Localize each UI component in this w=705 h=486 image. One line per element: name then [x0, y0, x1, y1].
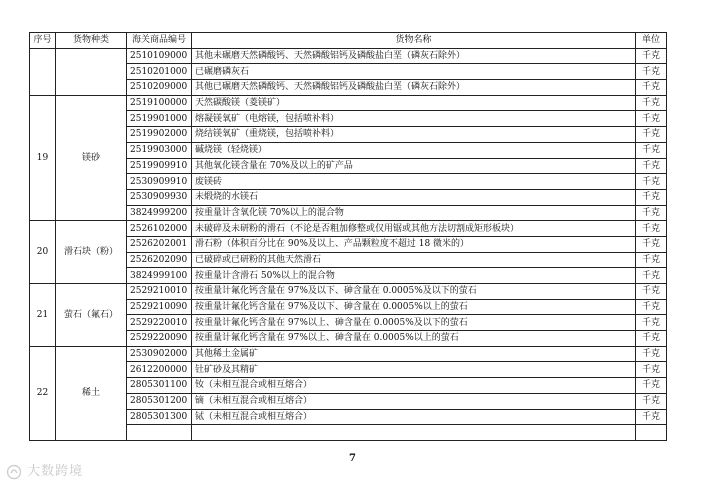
unit-cell: 千克 [636, 95, 667, 111]
seq-cell: 19 [30, 95, 56, 221]
empty-cell [192, 425, 636, 441]
goods-name-cell: 已碾磨磷灰石 [192, 64, 636, 80]
category-cell: 萤石（氟石） [56, 284, 127, 347]
unit-cell: 千克 [636, 362, 667, 378]
category-cell: 滑石块（粉） [56, 221, 127, 284]
unit-cell: 千克 [636, 268, 667, 284]
category-cell: 稀土 [56, 346, 127, 440]
unit-cell: 千克 [636, 393, 667, 409]
unit-cell: 千克 [636, 80, 667, 96]
hs-code-cell: 2519903000 [127, 142, 192, 158]
unit-cell: 千克 [636, 409, 667, 425]
hs-code-cell: 2510209000 [127, 80, 192, 96]
hs-code-cell: 2612200000 [127, 362, 192, 378]
unit-cell: 千克 [636, 205, 667, 221]
goods-name-cell: 废镁砖 [192, 174, 636, 190]
goods-name-cell: 其他稀土金属矿 [192, 346, 636, 362]
hs-code-cell: 2510201000 [127, 64, 192, 80]
empty-cell [636, 425, 667, 441]
unit-cell: 千克 [636, 142, 667, 158]
goods-name-cell: 碱烧镁（轻烧镁） [192, 142, 636, 158]
unit-cell: 千克 [636, 189, 667, 205]
unit-cell: 千克 [636, 331, 667, 347]
empty-cell [127, 425, 192, 441]
seq-cell [30, 48, 56, 95]
hs-code-cell: 2526202001 [127, 236, 192, 252]
hs-code-cell: 2529210090 [127, 299, 192, 315]
unit-cell: 千克 [636, 315, 667, 331]
header-unit: 单位 [636, 33, 667, 49]
seq-cell: 22 [30, 346, 56, 440]
watermark [6, 460, 83, 480]
unit-cell: 千克 [636, 174, 667, 190]
hs-code-cell: 2510109000 [127, 48, 192, 64]
goods-name-cell: 熔凝镁氧矿（电熔镁，包括喷补料） [192, 111, 636, 127]
unit-cell: 千克 [636, 111, 667, 127]
goods-name-cell: 铽（未相互混合或相互熔合） [192, 409, 636, 425]
hs-code-cell: 2519902000 [127, 127, 192, 143]
hs-code-cell: 2805301100 [127, 378, 192, 394]
seq-cell: 20 [30, 221, 56, 284]
goods-name-cell: 按重量计氟化钙含量在 97%及以下、砷含量在 0.0005%及以下的萤石 [192, 284, 636, 300]
hs-code-cell: 2530909910 [127, 174, 192, 190]
unit-cell: 千克 [636, 127, 667, 143]
hs-code-cell: 2805301200 [127, 393, 192, 409]
unit-cell: 千克 [636, 64, 667, 80]
unit-cell: 千克 [636, 284, 667, 300]
goods-name-cell: 按重量计氟化钙含量在 97%及以下、砷含量在 0.0005%以上的萤石 [192, 299, 636, 315]
goods-name-cell: 已破碎或已研粉的其他天然滑石 [192, 252, 636, 268]
table-row [30, 284, 667, 300]
hs-code-cell: 3824999200 [127, 205, 192, 221]
unit-cell: 千克 [636, 346, 667, 362]
goods-name-cell: 滑石粉（体积百分比在 90%及以上、产品颗粒度不超过 18 微米的） [192, 236, 636, 252]
unit-cell: 千克 [636, 252, 667, 268]
watermark-logo-icon [6, 464, 22, 480]
hs-code-cell: 2805301300 [127, 409, 192, 425]
goods-name-cell: 钕（未相互混合或相互熔合） [192, 378, 636, 394]
unit-cell: 千克 [636, 221, 667, 237]
goods-name-cell: 钍矿砂及其精矿 [192, 362, 636, 378]
category-cell: 镁砂 [56, 95, 127, 221]
table-body [30, 48, 667, 440]
hs-code-cell: 2519901000 [127, 111, 192, 127]
goods-name-cell: 按重量计含氧化镁 70%以上的混合物 [192, 205, 636, 221]
goods-name-cell: 按重量计氟化钙含量在 97%以上、砷含量在 0.0005%及以下的萤石 [192, 315, 636, 331]
hs-code-cell: 2530909930 [127, 189, 192, 205]
goods-name-cell: 未破碎及未研粉的滑石（不论是否粗加修整或仅用锯或其他方法切割成矩形板块） [192, 221, 636, 237]
goods-table [29, 32, 667, 441]
goods-name-cell: 其他已碾磨天然磷酸钙、天然磷酸铝钙及磷酸盐白垩（磷灰石除外） [192, 80, 636, 96]
goods-name-cell: 天然碳酸镁（菱镁矿） [192, 95, 636, 111]
unit-cell: 千克 [636, 236, 667, 252]
table-row [30, 48, 667, 64]
header-seq: 序号 [30, 33, 56, 49]
goods-name-cell: 烧结镁氧矿（重烧镁，包括喷补料） [192, 127, 636, 143]
unit-cell: 千克 [636, 299, 667, 315]
hs-code-cell: 2530902000 [127, 346, 192, 362]
header-category: 货物种类 [56, 33, 127, 49]
goods-name-cell: 未煅烧的水镁石 [192, 189, 636, 205]
hs-code-cell: 2519100000 [127, 95, 192, 111]
seq-cell: 21 [30, 284, 56, 347]
hs-code-cell: 2519909910 [127, 158, 192, 174]
hs-code-cell: 2529220090 [127, 331, 192, 347]
table-header-row [30, 33, 667, 49]
goods-name-cell: 镝（未相互混合或相互熔合） [192, 393, 636, 409]
hs-code-cell: 3824999100 [127, 268, 192, 284]
goods-name-cell: 其他氧化镁含量在 70%及以上的矿产品 [192, 158, 636, 174]
page-number: 7 [349, 453, 356, 464]
hs-code-cell: 2529210010 [127, 284, 192, 300]
goods-name-cell: 按重量计氟化钙含量在 97%以上、砷含量在 0.0005%以上的萤石 [192, 331, 636, 347]
header-name: 货物名称 [192, 33, 636, 49]
hs-code-cell: 2526202090 [127, 252, 192, 268]
goods-name-cell: 其他未碾磨天然磷酸钙、天然磷酸铝钙及磷酸盐白垩（磷灰石除外） [192, 48, 636, 64]
goods-name-cell: 按重量计含滑石 50%以上的混合物 [192, 268, 636, 284]
table-row [30, 346, 667, 362]
hs-code-cell: 2526102000 [127, 221, 192, 237]
hs-code-cell: 2529220010 [127, 315, 192, 331]
unit-cell: 千克 [636, 158, 667, 174]
table-row [30, 95, 667, 111]
category-cell [56, 48, 127, 95]
watermark-text: 大数跨境 [27, 464, 84, 479]
header-code: 海关商品编号 [127, 33, 192, 49]
unit-cell: 千克 [636, 378, 667, 394]
table-row [30, 221, 667, 237]
unit-cell: 千克 [636, 48, 667, 64]
